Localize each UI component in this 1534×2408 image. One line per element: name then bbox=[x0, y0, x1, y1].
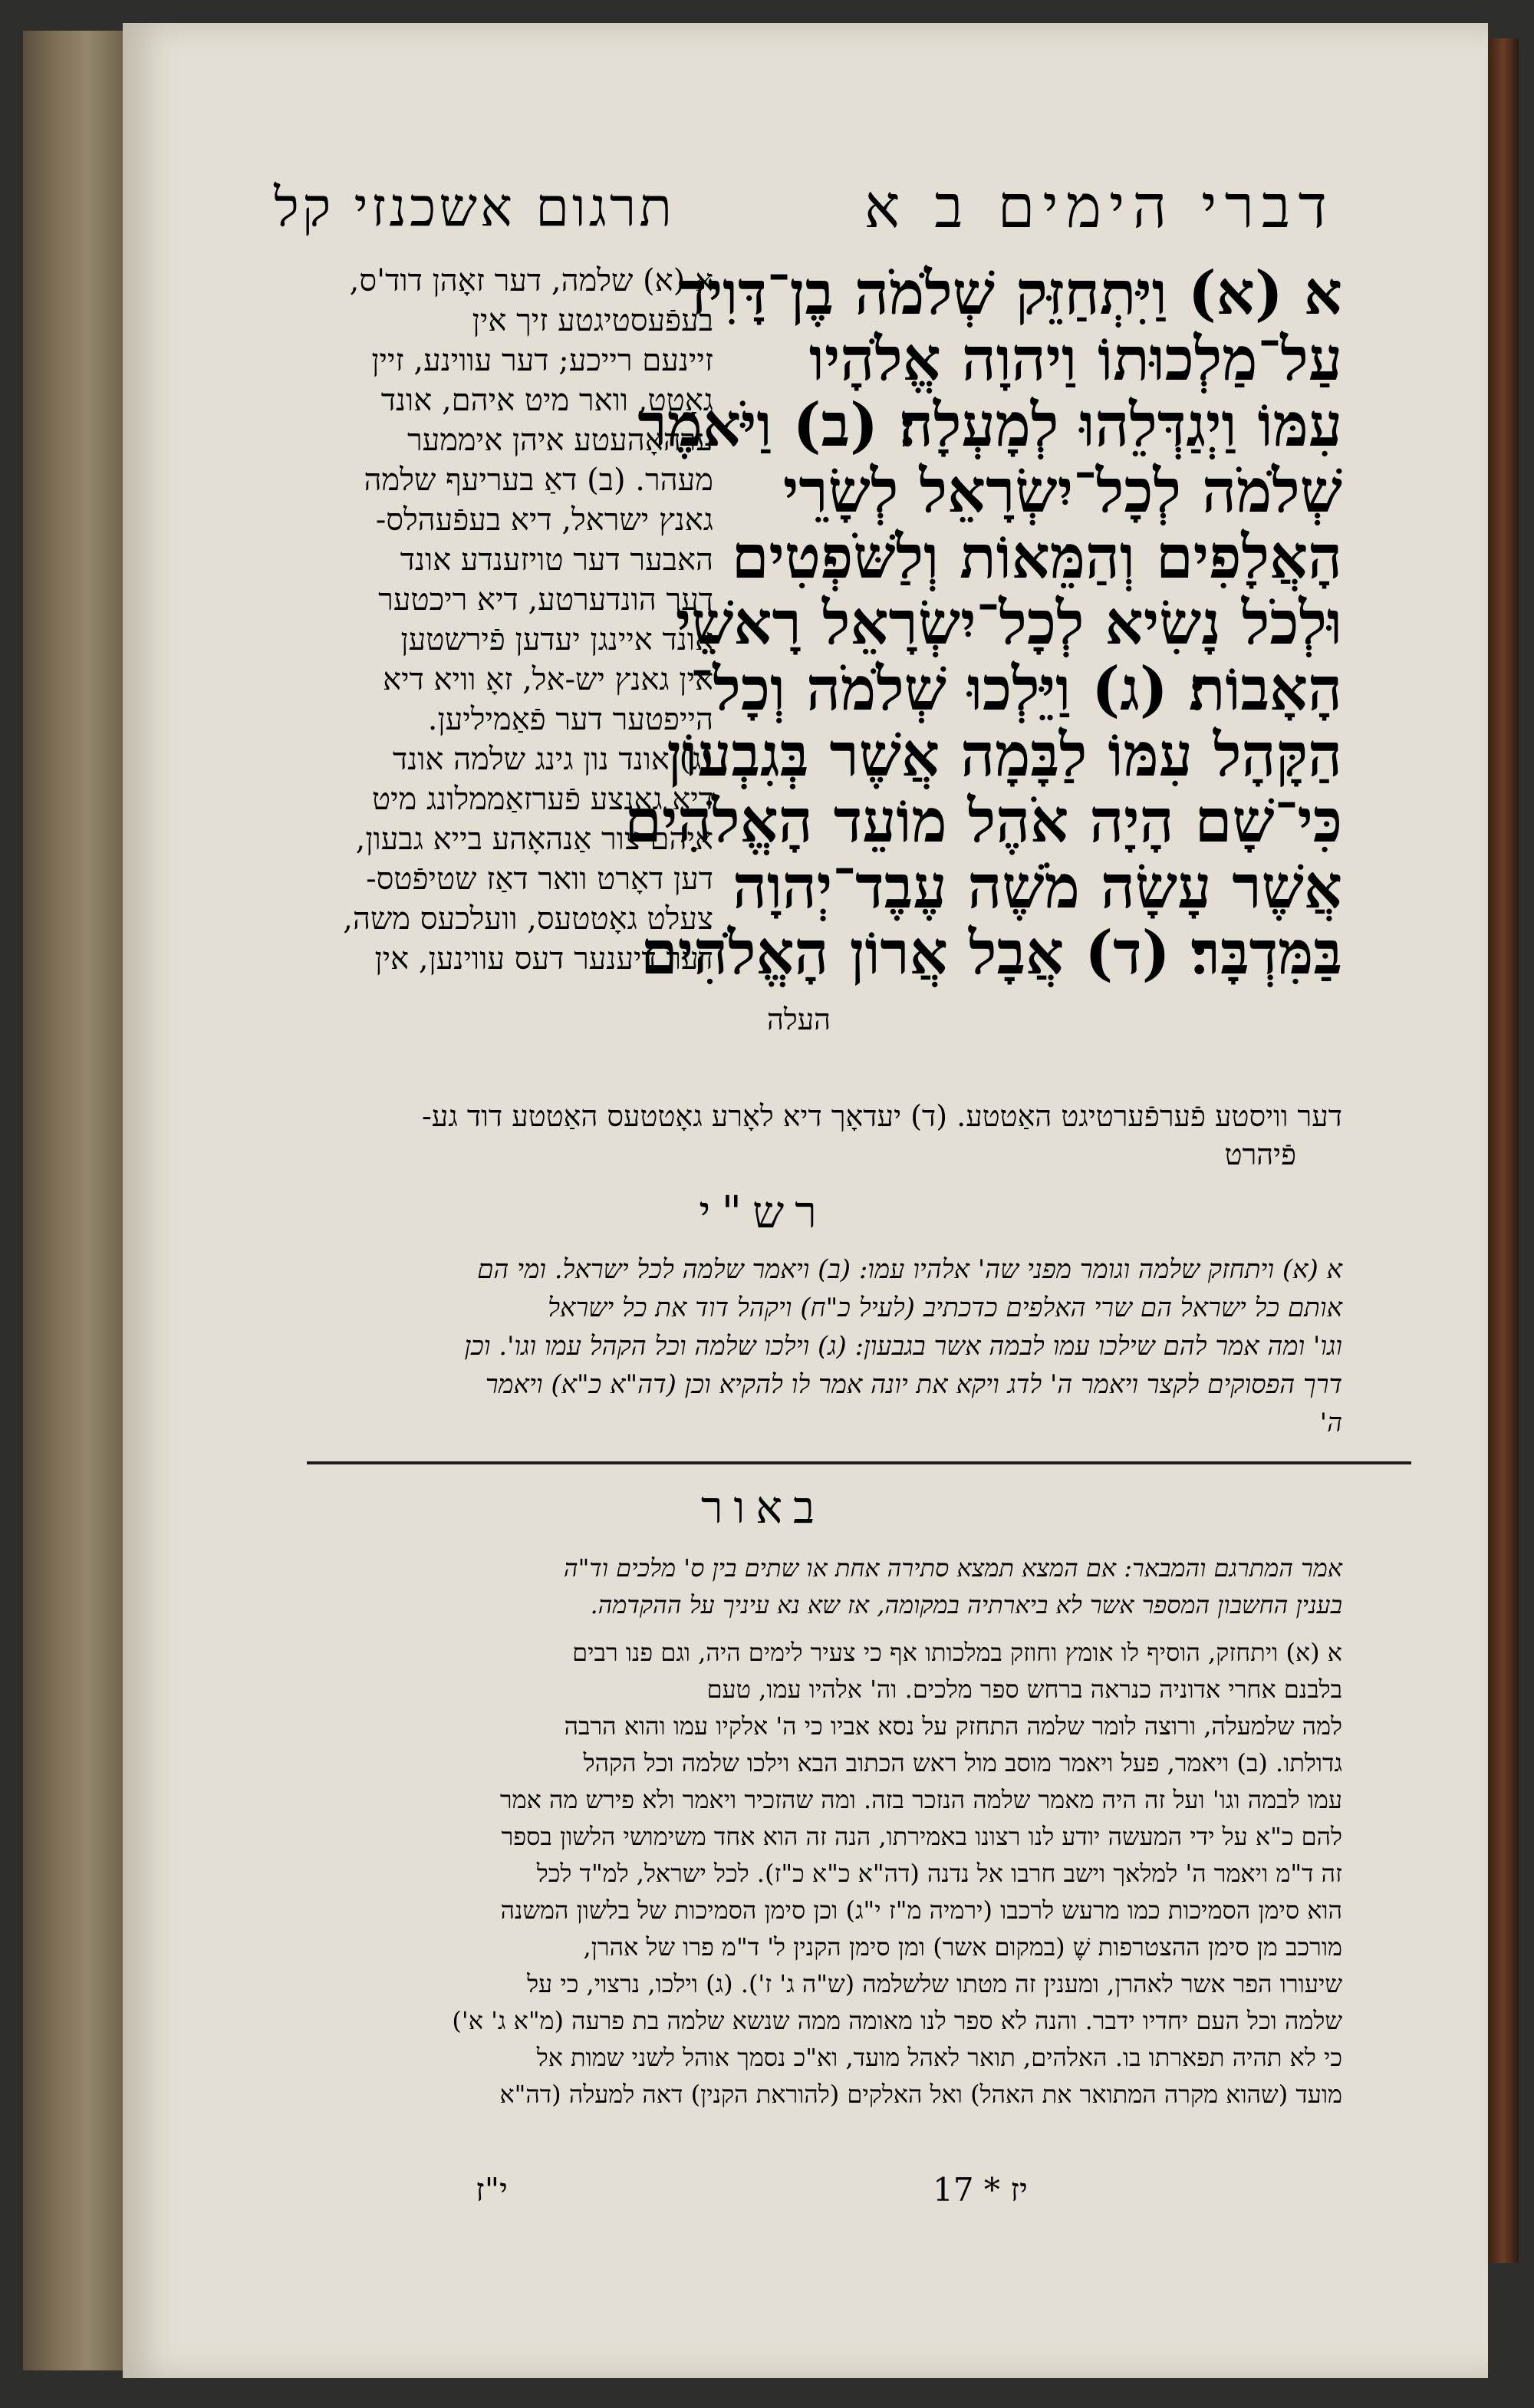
hebrew-main-text bbox=[624, 259, 1342, 1089]
translation-line: ערהאָהעטע איהן איממער bbox=[407, 423, 713, 458]
main-text-line: העלה bbox=[767, 1003, 831, 1036]
beur-line: מועד (שהוא מקרה המתואר את האהל) ואל האלקים (להוראת הקנין) דאה למעלה (דה"א bbox=[499, 2080, 1342, 2109]
main-text-line: הַקָּהָל עִמּוֹ לַבָּמָה אֲשֶׁר בְּגִבְעוֹן bbox=[667, 720, 1342, 790]
beur-line: שיעורו הפר אשר לאהרן, ומענין זה מטתו שלשלמה (ש"ה ג' ז'). (ג) וילכו, נרצוי, כי על bbox=[527, 1969, 1342, 1998]
beur-line: עמו לבמה וגו' ועל זה היה מאמר שלמה הנזכר בזה. ומה שהזכיר ויאמר ולא פירש מה אמר bbox=[499, 1785, 1342, 1814]
main-text-line: א (א) וַיִּתְחַזֵּק שְׁלֹמֹה בֶן־דָּוִיד bbox=[678, 259, 1342, 328]
rashi-line: א (א) ויתחזק שלמה וגומר מפני שה' אלהיו עמו: (ב) ויאמר שלמה לכל ישראל. ומי הם bbox=[477, 1254, 1342, 1285]
translation-line: דער דיענער דעס עווינען, אין bbox=[374, 941, 713, 977]
beur-line: למה שלמעלה, ורוצה לומר שלמה התחזק על נסא אביו כי ה' אלקיו עמו והוא הרבה bbox=[564, 1711, 1342, 1741]
main-text-line: עַל־מַלְכוּתוֹ וַיהוָה אֱלֹהָיו bbox=[808, 324, 1342, 394]
translation-line: (ג) אונד נון גינג שלמה אונד bbox=[392, 742, 713, 777]
rashi-commentary bbox=[184, 1250, 1342, 1450]
translation-continuation-line: פֿיהרט bbox=[1224, 1138, 1296, 1171]
translation-continuation-line: דער וויסטע פֿערפֿערטיגט האַטטע. (ד) יעדאָך דיא לאָרע גאָטטעס האַטטע דוד גע- bbox=[421, 1099, 1342, 1133]
beur-line: א (א) ויתחזק, הוסיף לו אומץ וחוזק במלכותו אף כי צעיר לימים היה, וגם פנו רבים bbox=[572, 1638, 1342, 1667]
signature-mark: יז * 17 bbox=[933, 2171, 1028, 2209]
beur-line: בלבנם אחרי אדוניה כנראה ברחש ספר מלכים. וה' אלהיו עמו, טעם bbox=[706, 1675, 1342, 1704]
translation-line: אין גאנץ יש-אל, זאָ וויא דיא bbox=[383, 662, 713, 697]
beur-line: להם כ"א על ידי המעשה יודע לנו רצונו באמירתו, הנה זה הוא אחד משימושי הלשון בספר bbox=[501, 1822, 1342, 1851]
beur-intro bbox=[184, 1550, 1342, 1626]
translation-line: גאָטט, וואר מיט איהם, אונד bbox=[380, 383, 713, 418]
beur-heading: באור bbox=[700, 1481, 826, 1533]
translation-line: גאנץ ישראל, דיא בעפֿעהלס- bbox=[375, 502, 713, 538]
beur-line: מורכב מן סימן ההצטרפות שֶׁ (במקום אשר) ומן סימן הקנין ל' ד"מ פרו של אהרן, bbox=[583, 1932, 1342, 1962]
main-text-line: אֲשֶׁר עָשָׂה מֹשֶׁה עֶבֶד־יְהוָה bbox=[732, 852, 1342, 922]
main-text-line: עִמּוֹ וַיְגַדְּלֵהוּ לְמָעְלָה׃ (ב) וַיֹּאמֶר bbox=[637, 390, 1342, 460]
yiddish-translation-column bbox=[184, 261, 713, 1174]
translation-line: צעלט גאָטטעס, וועלכעס משה, bbox=[343, 901, 713, 937]
facing-page-edge bbox=[1488, 38, 1519, 2263]
section-divider bbox=[307, 1461, 1411, 1464]
beur-line: כי לא תהיה תפארתו בו. האלהים, תואר לאהל מועד, וא"כ נסמך אוהל לשני שמות אל bbox=[536, 2043, 1342, 2072]
rashi-line: דרך הפסוקים לקצר ויאמר ה' לדג ויקא את יונה אמר לו להקיא וכן (דה"א כ"א) ויאמר bbox=[485, 1369, 1342, 1400]
translation-line: האבער דער טויזענדע אונד bbox=[400, 542, 713, 578]
page-footer bbox=[307, 2163, 1411, 2217]
translation-line: איהם צור אַנהאָהע בייא גבעון, bbox=[355, 822, 713, 857]
translation-line: דען דאָרט וואר דאַז שטיפֿטס- bbox=[366, 861, 713, 897]
translation-line: א (א) שלמה, דער זאָהן דוד'ס, bbox=[349, 263, 713, 298]
translation-line: אונד איינגן יעדען פֿירשטען bbox=[400, 622, 713, 657]
rashi-heading: רש"י bbox=[699, 1186, 828, 1238]
main-text-line: כִּי־שָׁם הָיָה אֹהֶל מוֹעֵד הָאֱלֹהִים bbox=[624, 786, 1342, 856]
beur-line: שלמה וכל העם יחדיו ידבר. והנה לא ספר לנו מאומה ממה שנשא שלמה בת פרעה (מ"א ג' א') bbox=[452, 2006, 1342, 2035]
beur-commentary bbox=[184, 1634, 1342, 2171]
main-text-line: וּלְכֹל נָשִׂיא לְכָל־יִשְׂרָאֵל רָאשֵׁי bbox=[675, 588, 1342, 658]
translation-line: זיינעם רייכע; דער עווינע, זיין bbox=[371, 343, 713, 378]
beur-intro-line: בענין החשבון המספר אשר לא ביארתיה במקומה, אז שא נא עיניך על ההקדמה. bbox=[590, 1590, 1342, 1619]
translation-continuation bbox=[184, 1097, 1342, 1174]
translation-line: דער הונדערטע, דיא ריכטער bbox=[378, 582, 713, 618]
catchword: י"ז bbox=[476, 2171, 509, 2209]
running-head-translation-title: תרגום אשכנזי קל bbox=[274, 176, 675, 239]
main-text-line: בַּמִּדְבָּר׃ (ד) אֲבָל אֲרוֹן הָאֱלֹהִים bbox=[640, 918, 1342, 988]
beur-line: גדולתו. (ב) ויאמר, פעל ויאמר מוסב מול ראש הכתוב הבא וילכו שלמה וכל הקהל bbox=[583, 1748, 1342, 1777]
rashi-line: אותם כל ישראל הם שרי האלפים כדכתיב (לעיל כ"ח) ויקהל דוד את כל ישראל bbox=[548, 1293, 1342, 1323]
main-text-line: הָאָבוֹת׃ (ג) וַיֵּלְכוּ שְׁלֹמֹה וְכָל־ bbox=[690, 654, 1342, 724]
rashi-line: ה' bbox=[1319, 1408, 1342, 1438]
main-text-line: הָאֲלָפִים וְהַמֵּאוֹת וְלַשֹּׁפְטִים bbox=[731, 522, 1342, 592]
main-text-line: שְׁלֹמֹה לְכָל־יִשְׂרָאֵל לְשָׂרֵי bbox=[782, 456, 1342, 526]
translation-line: מעהר. (ב) דאַ בעריעף שלמה bbox=[364, 463, 713, 498]
book-spine bbox=[23, 31, 130, 2370]
translation-line: הייפטער דער פֿאַמיליען. bbox=[427, 702, 713, 737]
beur-line: זה ד"מ ויאמר ה' למלאך וישב חרבו אל נדנה (דה"א כ"א כ"ז). לכל ישראל, למ"ד לכל bbox=[536, 1859, 1342, 1888]
translation-line: דיא גאנצע פֿערזאַממלונג מיט bbox=[371, 782, 713, 817]
translation-line: בעפֿעסטיגטע זיך אין bbox=[472, 303, 713, 338]
rashi-line: וגו' ומה אמר להם שילכו עמו לבמה אשר בגבעון: (ג) וילכו שלמה וכל הקהל עמו וגו'. וכן bbox=[464, 1331, 1342, 1362]
beur-intro-line: אמר המתרגם והמבאר: אם המצא תמצא סתירה אחת או שתים בין ס' מלכים וד"ה bbox=[563, 1553, 1342, 1583]
running-head-book-title: דברי הימים ב א bbox=[864, 173, 1335, 242]
beur-line: הוא סימן הסמיכות כמו מרעש לרכבו (ירמיה מ"ז י"ג) וכן סימן הסמיכות של בלשון המשנה bbox=[500, 1896, 1342, 1925]
